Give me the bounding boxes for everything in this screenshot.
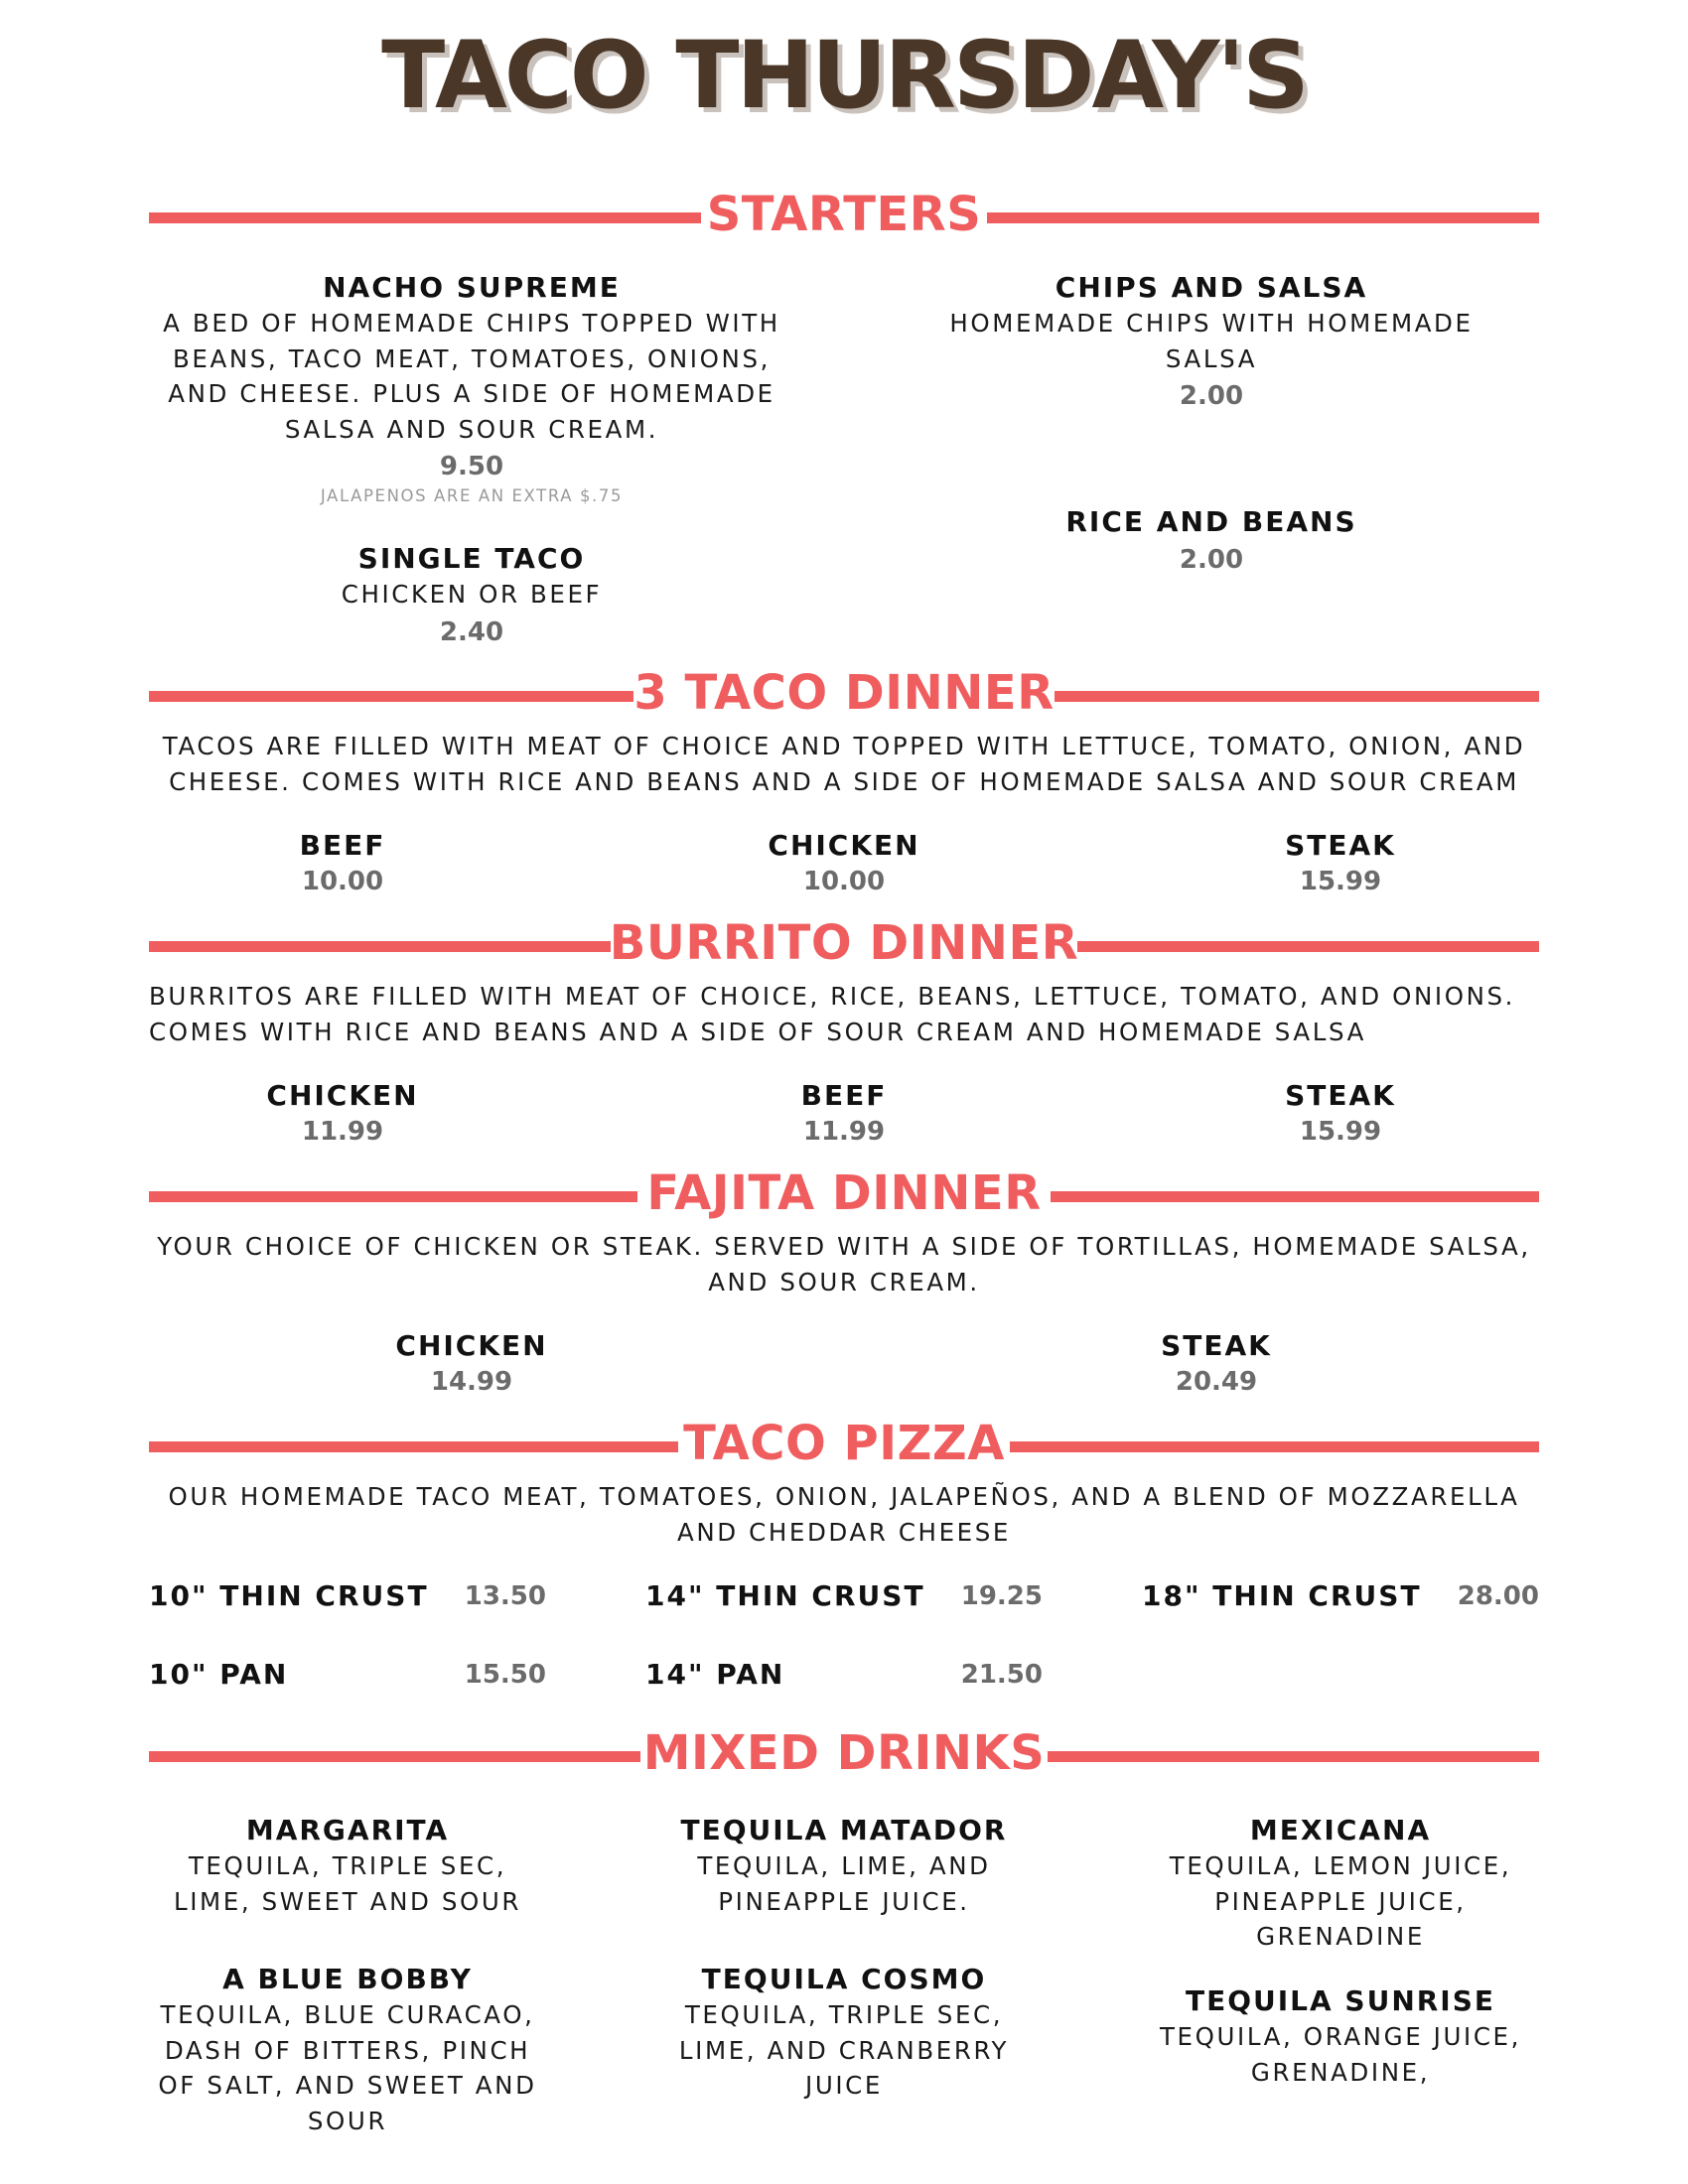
drink-tequila-matador	[640, 1813, 1048, 1919]
item-desc: OF SALT, AND SWEET AND	[158, 2071, 537, 2100]
item-price: 9.50	[439, 452, 504, 481]
desc-line: AND CHEDDAR CHEESE	[677, 1517, 1011, 1547]
pizza-size-name: 10" THIN CRUST	[149, 1579, 429, 1612]
item-desc: TEQUILA, LIME, AND	[697, 1851, 991, 1880]
item-name: MARGARITA	[245, 1814, 450, 1846]
item-desc: HOMEMADE CHIPS WITH HOMEMADE	[949, 309, 1474, 338]
item-price: 2.00	[1179, 545, 1244, 575]
drink-tequila-sunrise	[1137, 1983, 1544, 2090]
item-name: STEAK	[1285, 829, 1396, 862]
desc-line: YOUR CHOICE OF CHICKEN OR STEAK. SERVED WITH A SIDE OF TORTILLAS, HOMEMADE SALSA,	[157, 1232, 1531, 1261]
menu-item-steak	[1192, 1078, 1489, 1150]
menu-item-nacho-supreme	[119, 270, 824, 508]
menu-item-single-taco	[119, 541, 824, 650]
desc-line: TACOS ARE FILLED WITH MEAT OF CHOICE AND TOPPED WITH LETTUCE, TOMATO, ONION, AND	[162, 732, 1526, 760]
section-description	[149, 979, 1559, 1049]
item-price: 11.99	[802, 1117, 886, 1147]
item-name: BEEF	[299, 829, 386, 862]
drink-mexicana	[1137, 1813, 1544, 1955]
pizza-size-price: 15.50	[464, 1660, 546, 1690]
desc-line: OUR HOMEMADE TACO MEAT, TOMATOES, ONION, JALAPEÑOS, AND A BLEND OF MOZZARELLA	[168, 1482, 1520, 1511]
item-desc: CHICKEN OR BEEF	[341, 580, 603, 609]
item-name: CHIPS AND SALSA	[1055, 271, 1368, 304]
section-taco-dinner	[149, 663, 1539, 723]
desc-line: CHEESE. COMES WITH RICE AND BEANS AND A SIDE OF HOMEMADE SALSA AND SOUR CREAM	[169, 766, 1519, 796]
item-price: 10.00	[301, 867, 384, 896]
pizza-size-price: 19.25	[960, 1581, 1043, 1611]
item-name: TEQUILA COSMO	[701, 1963, 987, 1995]
item-name: A BLUE BOBBY	[222, 1963, 473, 1995]
item-price: 20.49	[1175, 1367, 1258, 1397]
item-note: JALAPENOS ARE AN EXTRA $.75	[320, 486, 624, 505]
desc-line: COMES WITH RICE AND BEANS AND A SIDE OF SOUR CREAM AND HOMEMADE SALSA	[149, 1017, 1366, 1046]
item-name: STEAK	[1161, 1329, 1272, 1362]
item-name: MEXICANA	[1249, 1814, 1432, 1846]
item-desc: A BED OF HOMEMADE CHIPS TOPPED WITH	[163, 309, 780, 338]
item-name: CHICKEN	[395, 1329, 548, 1362]
desc-line: BURRITOS ARE FILLED WITH MEAT OF CHOICE, RICE, BEANS, LETTUCE, TOMATO, AND ONIONS.	[149, 982, 1516, 1011]
item-price: 15.99	[1299, 867, 1382, 896]
section-mixed-drinks	[149, 1723, 1539, 1783]
item-name: BEEF	[800, 1079, 888, 1112]
item-desc: JUICE	[805, 2071, 883, 2100]
section-description	[149, 1479, 1539, 1550]
desc-line: AND SOUR CREAM.	[708, 1267, 980, 1297]
section-title: 3 TACO DINNER	[633, 665, 1055, 721]
menu-item-chicken	[695, 828, 993, 899]
item-desc: TEQUILA, TRIPLE SEC,	[188, 1851, 507, 1880]
item-desc: TEQUILA, LEMON JUICE,	[1169, 1851, 1512, 1880]
menu-item-beef	[695, 1078, 993, 1150]
section-title: FAJITA DINNER	[646, 1165, 1042, 1221]
section-title: TACO PIZZA	[683, 1416, 1005, 1471]
item-name: CHICKEN	[266, 1079, 419, 1112]
item-desc: TEQUILA, BLUE CURACAO,	[160, 2000, 535, 2029]
item-name: SINGLE TACO	[357, 542, 586, 575]
item-price: 14.99	[430, 1367, 513, 1397]
item-name: STEAK	[1285, 1079, 1396, 1112]
item-desc: GRENADINE	[1256, 1922, 1425, 1951]
menu-item-chicken	[318, 1328, 626, 1400]
drink-a-blue-bobby	[144, 1962, 551, 2138]
item-name: NACHO SUPREME	[323, 271, 621, 304]
item-desc: SALSA AND SOUR CREAM.	[284, 414, 659, 444]
menu-item-steak	[1062, 1328, 1370, 1400]
item-desc: LIME, SWEET AND SOUR	[173, 1886, 522, 1916]
item-desc: TEQUILA, ORANGE JUICE,	[1159, 2022, 1522, 2051]
section-title: STARTERS	[706, 187, 982, 242]
item-desc: SALSA	[1165, 343, 1258, 373]
section-title: BURRITO DINNER	[609, 915, 1079, 971]
item-price: 11.99	[301, 1117, 384, 1147]
item-desc: PINEAPPLE JUICE,	[1214, 1886, 1467, 1916]
pizza-size-name: 14" PAN	[645, 1658, 785, 1691]
menu-item-chips-and-salsa	[904, 270, 1519, 414]
section-starters	[149, 185, 1539, 244]
pizza-size-name: 10" PAN	[149, 1658, 289, 1691]
item-name: TEQUILA SUNRISE	[1185, 1984, 1496, 2017]
section-burrito-dinner	[149, 913, 1539, 973]
item-price: 2.40	[439, 616, 504, 647]
menu-item-beef	[194, 828, 492, 899]
section-description	[149, 1229, 1539, 1299]
item-desc: GRENADINE,	[1250, 2057, 1431, 2087]
item-price: 2.00	[1179, 381, 1244, 411]
item-price: 15.99	[1299, 1117, 1382, 1147]
pizza-size-price: 28.00	[1457, 1581, 1539, 1611]
item-desc: SOUR	[307, 2106, 388, 2135]
item-name: RICE AND BEANS	[1065, 505, 1357, 538]
item-name: TEQUILA MATADOR	[680, 1814, 1008, 1846]
item-price: 10.00	[802, 867, 886, 896]
pizza-size-price: 13.50	[464, 1581, 546, 1611]
section-description	[149, 729, 1539, 799]
item-desc: LIME, AND CRANBERRY	[678, 2035, 1010, 2065]
item-desc: AND CHEESE. PLUS A SIDE OF HOMEMADE	[168, 379, 775, 408]
menu-item-rice-and-beans	[904, 504, 1519, 578]
section-fajita-dinner	[149, 1163, 1539, 1223]
section-taco-pizza	[149, 1414, 1539, 1473]
menu-item-chicken	[194, 1078, 492, 1150]
section-title: MIXED DRINKS	[642, 1725, 1046, 1781]
pizza-size-name: 14" THIN CRUST	[645, 1579, 925, 1612]
item-name: CHICKEN	[768, 829, 920, 862]
pizza-size-name: 18" THIN CRUST	[1142, 1579, 1422, 1612]
drink-margarita	[144, 1813, 551, 1919]
page-title: TACO THURSDAY'S	[381, 22, 1307, 130]
item-desc: TEQUILA, TRIPLE SEC,	[684, 2000, 1004, 2029]
menu-item-steak	[1192, 828, 1489, 899]
item-desc: PINEAPPLE JUICE.	[718, 1886, 970, 1916]
drink-tequila-cosmo	[640, 1962, 1048, 2104]
item-desc: DASH OF BITTERS, PINCH	[164, 2035, 531, 2065]
pizza-size-price: 21.50	[960, 1660, 1043, 1690]
item-desc: BEANS, TACO MEAT, TOMATOES, ONIONS,	[173, 343, 771, 373]
